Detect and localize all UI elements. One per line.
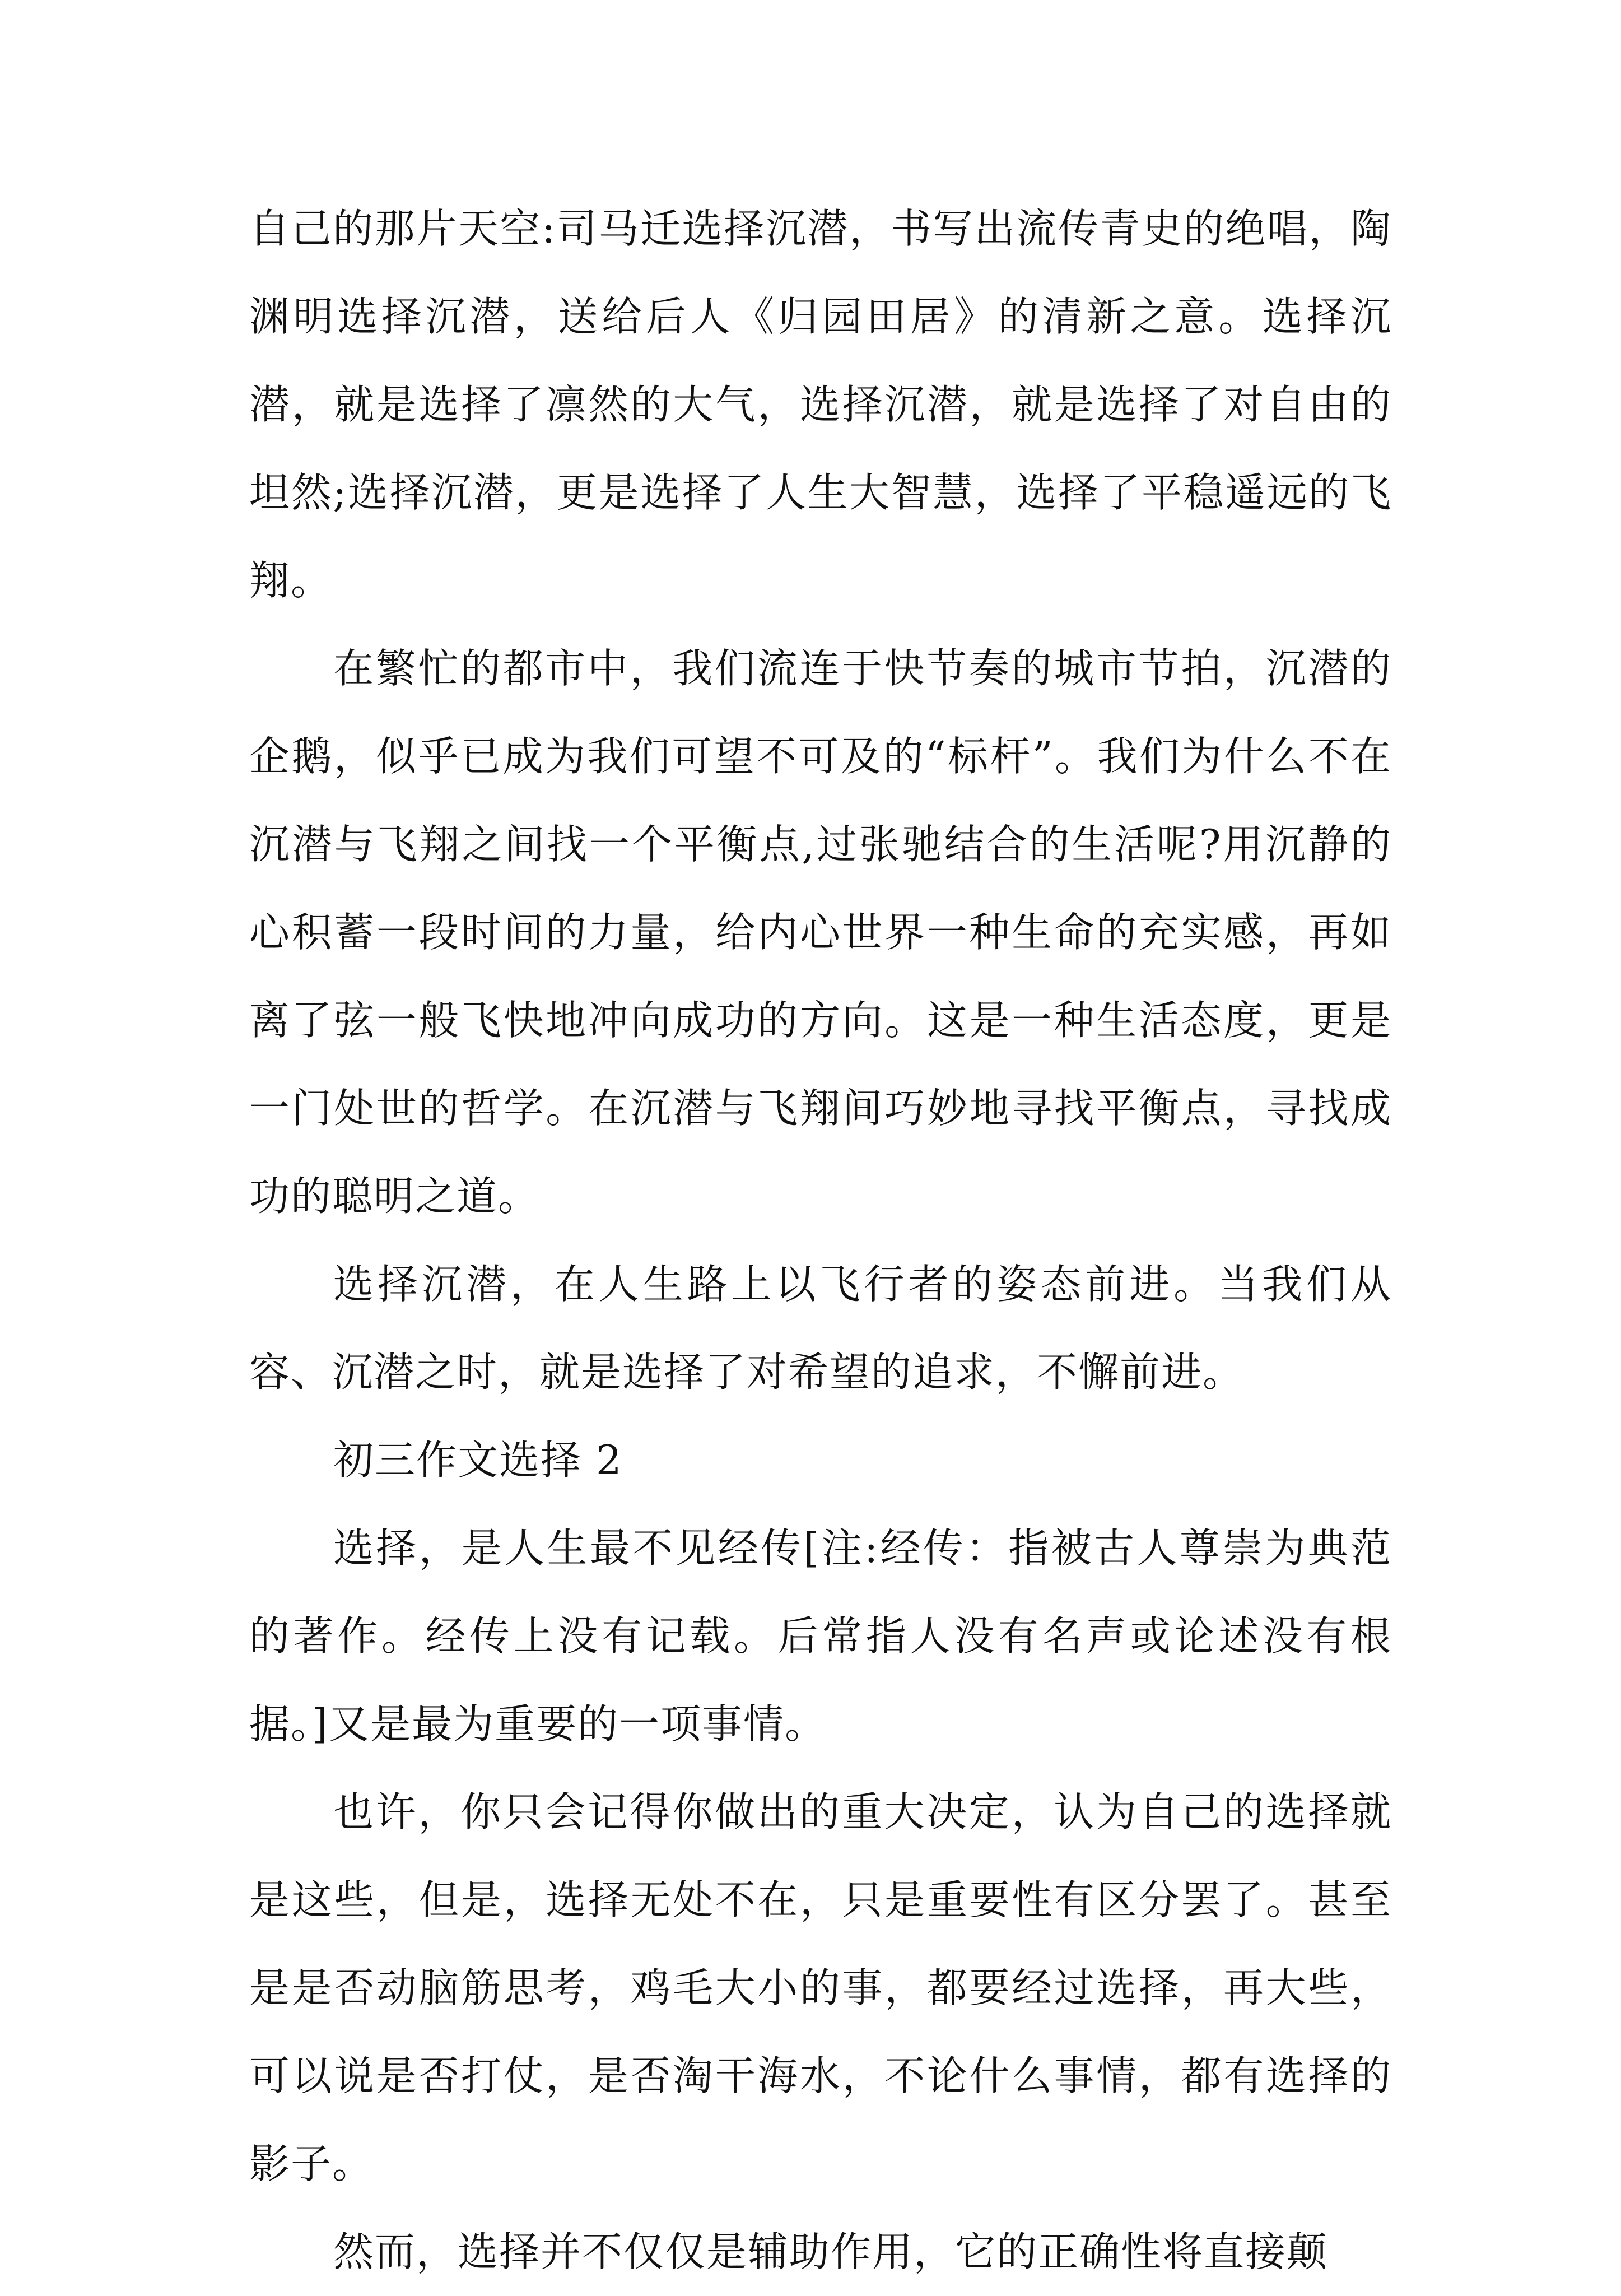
- paragraph: 选择沉潜，在人生路上以飞行者的姿态前进。当我们从容、沉潜之时，就是选择了对希望的追求，不懈前进。: [249, 1261, 1392, 1396]
- paragraph: 也许，你只会记得你做出的重大决定，认为自己的选择就是这些，但是，选择无处不在，只是重要性有区分罢了。甚至是是否动脑筋思考，鸡毛大小的事，都要经过选择，再大些，可以说是否打仗，是否淘干海水，不论什么事情，都有选择的影子。: [249, 1788, 1392, 2187]
- paragraph: 自己的那片天空:司马迁选择沉潜，书写出流传青史的绝唱，陶渊明选择沉潜，送给后人《归园田居》的清新之意。选择沉潜，就是选择了凛然的大气，选择沉潜，就是选择了对自由的坦然;选择沉潜，更是选择了人生大智慧，选择了平稳遥远的飞翔。: [249, 205, 1392, 604]
- paragraph: 在繁忙的都市中，我们流连于快节奏的城市节拍，沉潜的企鹅，似乎已成为我们可望不可及的“标杆”。我们为什么不在沉潜与飞翔之间找一个平衡点,过张驰结合的生活呢?用沉静的心积蓄一段时间的力量，给内心世界一种生命的充实感，再如离了弦一般飞快地冲向成功的方向。这是一种生活态度，更是一门处世的哲学。在沉潜与飞翔间巧妙地寻找平衡点，寻找成功的聪明之道。: [249, 645, 1392, 1220]
- paragraph: 然而，选择并不仅仅是辅助作用，它的正确性将直接颠: [333, 2228, 1329, 2275]
- section-heading: 初三作文选择 2: [333, 1437, 623, 1484]
- paragraph: 选择，是人生最不见经传[注:经传：指被古人尊崇为典范的著作。经传上没有记载。后常指人没有名声或论述没有根据。]又是最为重要的一项事情。: [249, 1525, 1392, 1747]
- body-text: [249, 185, 1392, 2296]
